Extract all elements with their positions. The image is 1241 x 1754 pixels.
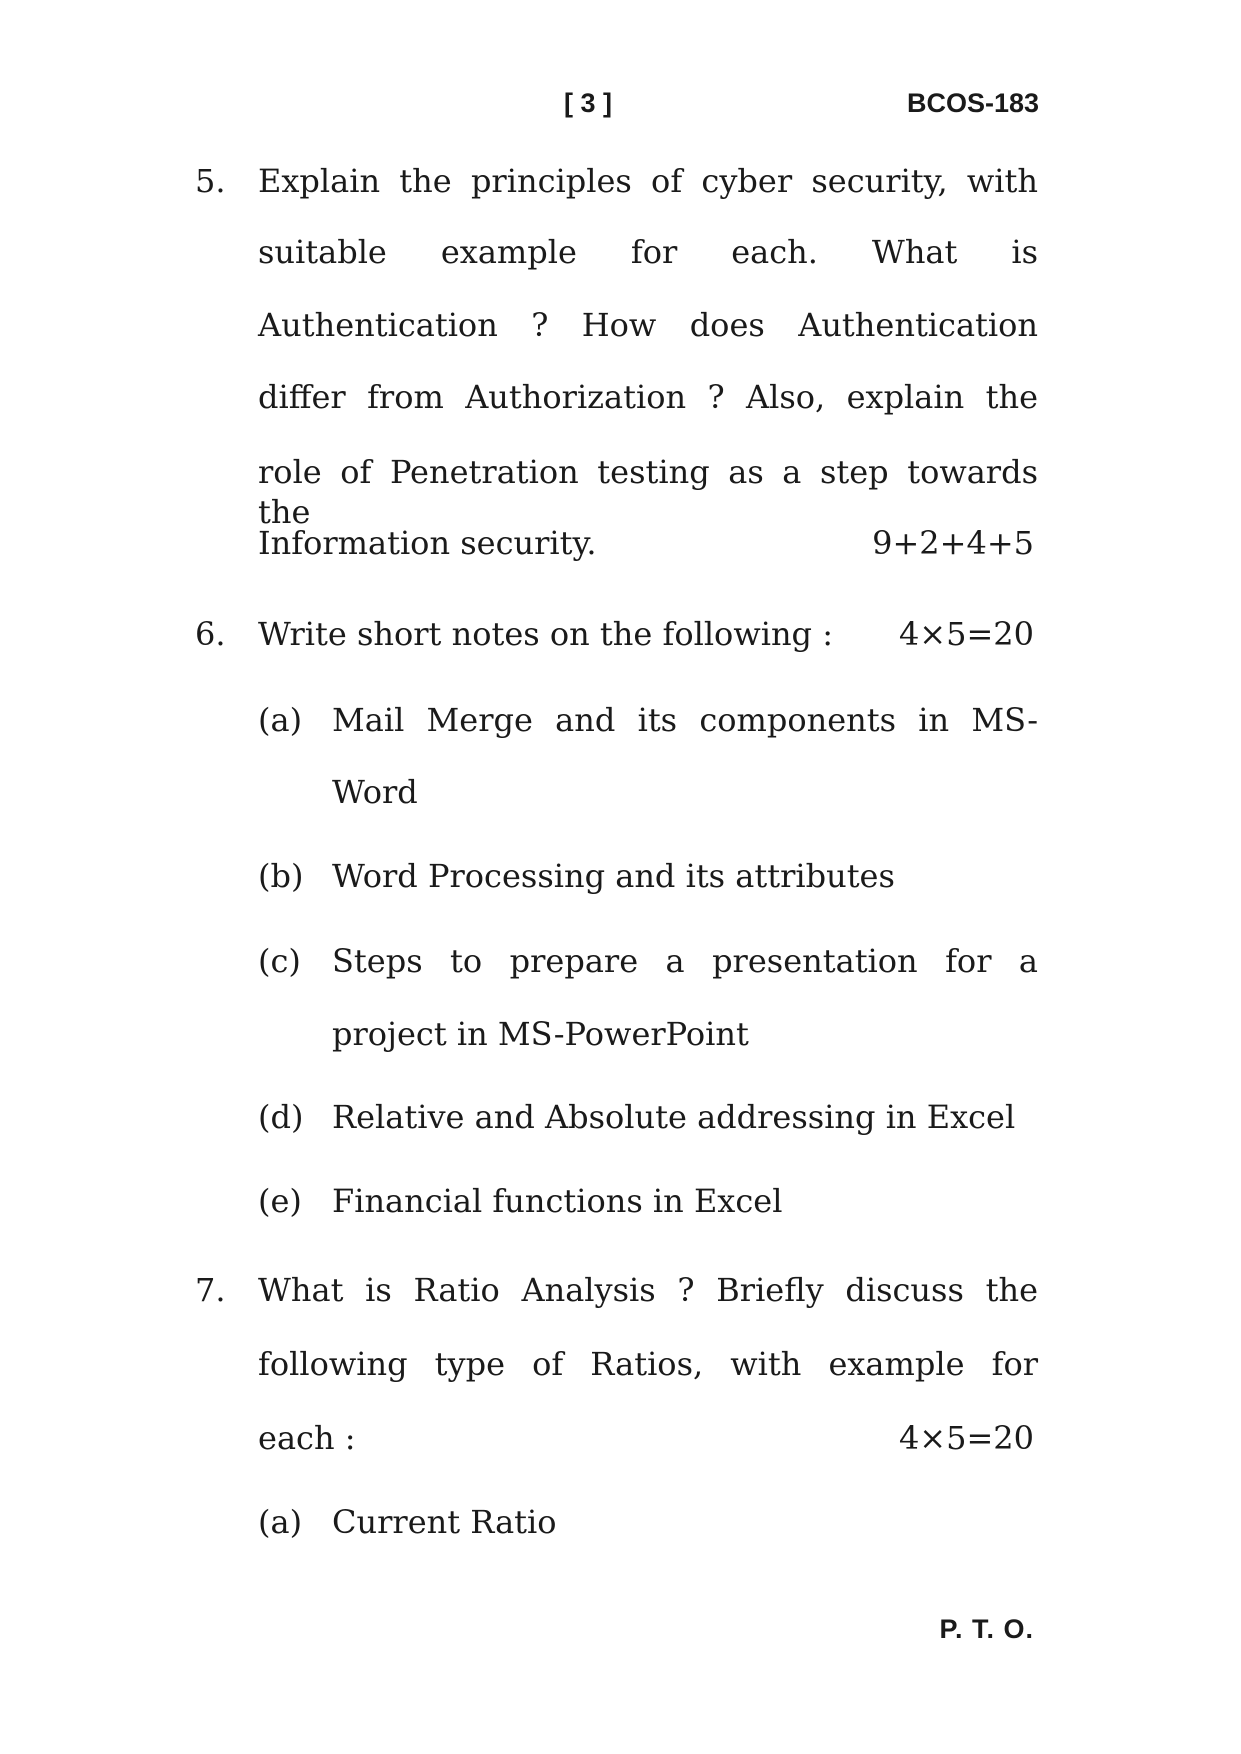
question-6-item-a-label: (a) bbox=[258, 701, 303, 739]
question-6-item-b-label: (b) bbox=[258, 857, 304, 895]
question-6-item-c-label: (c) bbox=[258, 942, 301, 980]
question-5-last-line bbox=[258, 523, 1034, 563]
question-6-item-c-line-2: project in MS-PowerPoint bbox=[332, 1015, 749, 1053]
question-5-line-2: suitable example for each. What is bbox=[258, 233, 1038, 271]
question-5-line-3: Authentication ? How does Authentication bbox=[258, 306, 1038, 344]
question-6-item-e-line-1: Financial functions in Excel bbox=[332, 1182, 783, 1220]
question-5-line-5: role of Penetration testing as a step towards the bbox=[258, 453, 1038, 531]
question-6-item-a-line-2: Word bbox=[332, 773, 418, 811]
course-code: BCOS-183 bbox=[906, 88, 1039, 118]
question-7-item-a-label: (a) bbox=[258, 1503, 303, 1541]
question-6-marks: 4×5=20 bbox=[898, 615, 1034, 653]
question-6-heading bbox=[258, 614, 1034, 654]
question-5-line-6: Information security. bbox=[258, 524, 597, 562]
page-number: [ 3 ] bbox=[564, 88, 613, 118]
question-7-line-3: each : bbox=[258, 1419, 356, 1457]
question-6-item-e-label: (e) bbox=[258, 1182, 302, 1220]
question-7-last-line bbox=[258, 1418, 1034, 1458]
please-turn-over: P. T. O. bbox=[939, 1614, 1034, 1644]
question-5-marks: 9+2+4+5 bbox=[872, 524, 1034, 562]
question-6-item-d-label: (d) bbox=[258, 1098, 304, 1136]
question-6-item-a-line-1: Mail Merge and its components in MS- bbox=[332, 701, 1038, 739]
question-5-line-1: Explain the principles of cyber security, with bbox=[258, 162, 1038, 200]
question-5-number: 5. bbox=[195, 162, 226, 200]
question-5-line-4: differ from Authorization ? Also, explain the bbox=[258, 378, 1038, 416]
question-6-item-c-line-1: Steps to prepare a presentation for a bbox=[332, 942, 1038, 980]
question-6-text: Write short notes on the following : bbox=[258, 615, 833, 653]
question-7-item-a-line-1: Current Ratio bbox=[332, 1503, 557, 1541]
question-6-item-b-line-1: Word Processing and its attributes bbox=[332, 857, 895, 895]
question-6-number: 6. bbox=[195, 615, 226, 653]
question-7-line-2: following type of Ratios, with example for bbox=[258, 1345, 1038, 1383]
question-7-line-1: What is Ratio Analysis ? Briefly discuss the bbox=[258, 1271, 1038, 1309]
question-7-number: 7. bbox=[195, 1271, 226, 1309]
question-6-item-d-line-1: Relative and Absolute addressing in Excel bbox=[332, 1098, 1016, 1136]
question-7-marks: 4×5=20 bbox=[898, 1419, 1034, 1457]
